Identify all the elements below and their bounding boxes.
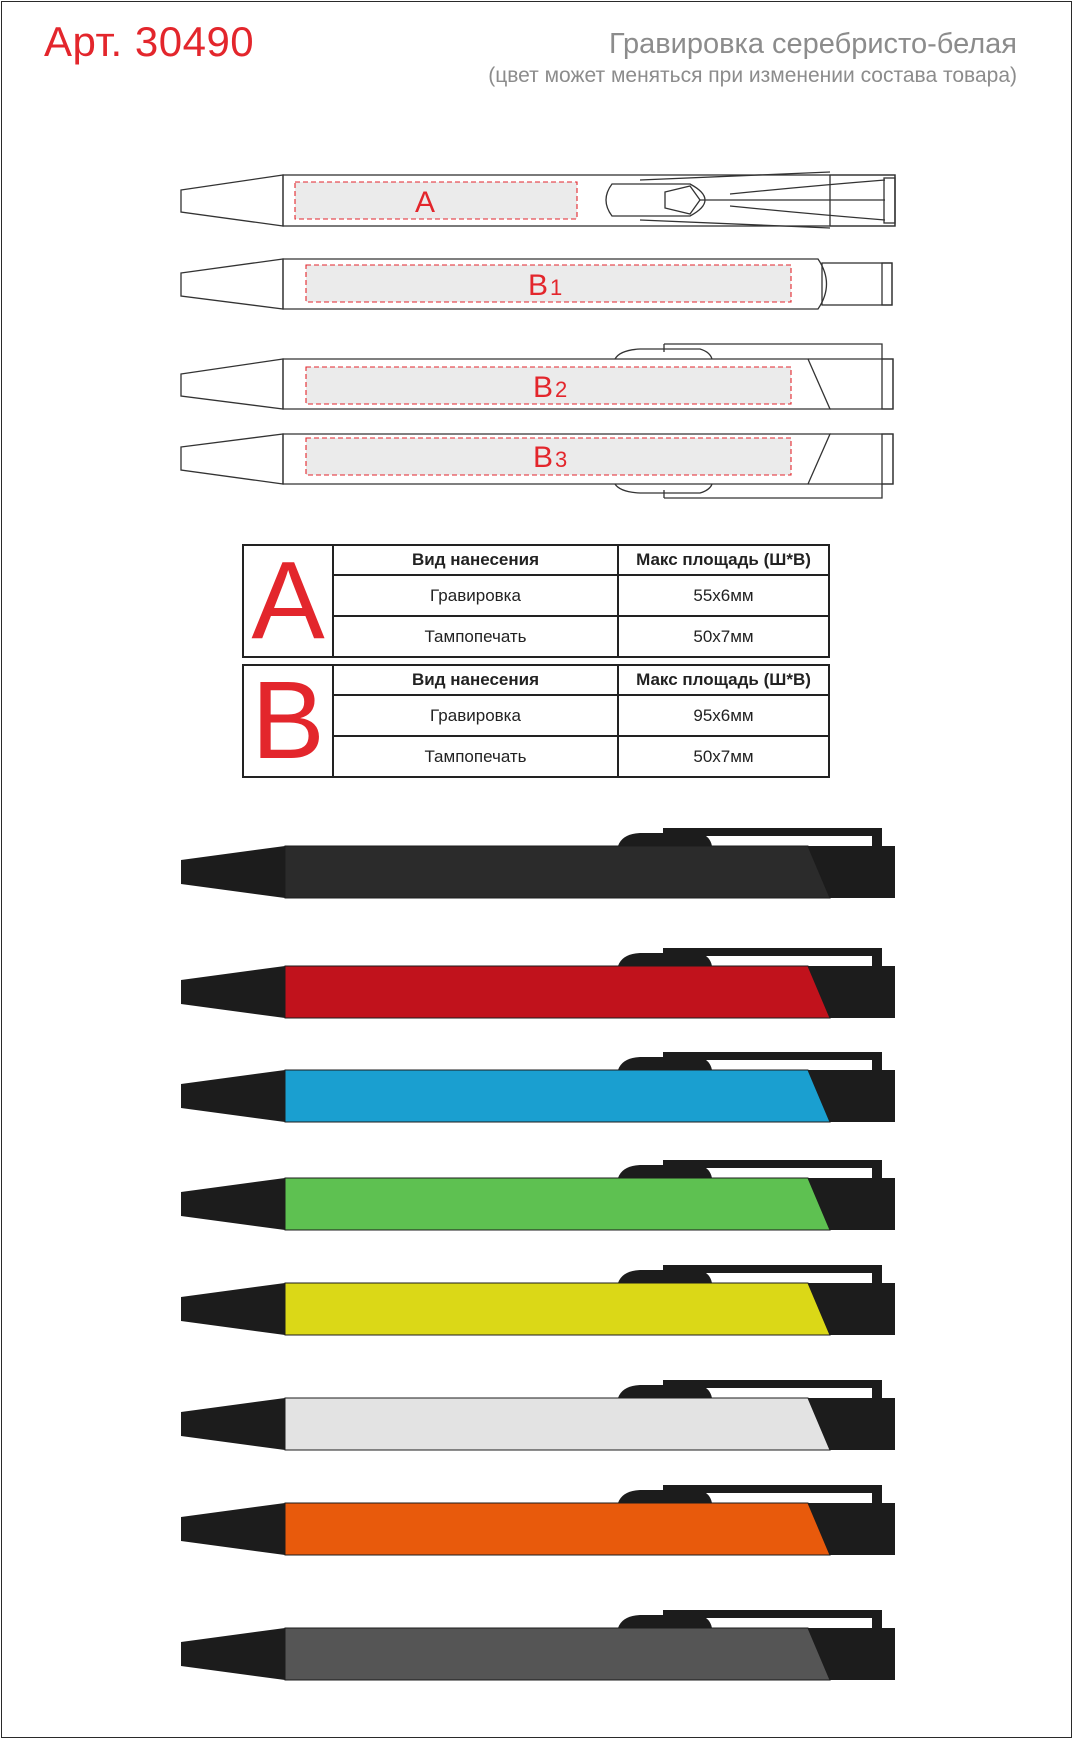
spec-col-method: Вид нанесения [333,665,618,695]
pen-color-variants [181,828,895,1680]
zone-b3-letter: B [532,441,553,474]
engraving-color-title: Гравировка серебристо-белая [608,28,1017,60]
spec-area: 55х6мм [618,575,829,616]
print-area-b1 [306,265,791,302]
zone-b3-index: 3 [555,447,568,472]
spec-area: 50х7мм [618,616,829,657]
zone-a-label: A [414,186,436,219]
zone-b2-letter: B [532,371,553,404]
pen-variant [181,1380,895,1450]
spec-col-area: Макс площадь (Ш*В) [618,665,829,695]
spec-method: Гравировка [333,575,618,616]
pen-variant [181,1052,895,1122]
pen-variant [181,1610,895,1680]
spec-zone-letter: A [243,545,333,657]
pen-variant [181,828,895,898]
pen-variant [181,1485,895,1555]
pen-variant [181,1160,895,1230]
zone-b1-index: 1 [550,275,563,300]
pen-variant [181,948,895,1018]
spec-method: Гравировка [333,695,618,736]
spec-area: 95х6мм [618,695,829,736]
zone-b2-index: 2 [555,377,568,402]
spec-method: Тампопечать [333,736,618,777]
spec-table-zone-a [242,539,830,662]
spec-method: Тампопечать [333,616,618,657]
article-number: Арт. 30490 [44,18,255,65]
print-area-a [295,182,577,219]
pen-variant [181,1265,895,1335]
zone-b1-letter: B [527,269,548,302]
color-note: (цвет может меняться при изменении состава товара) [488,64,1017,87]
spec-table-zone-b [242,659,830,782]
spec-col-area: Макс площадь (Ш*В) [618,545,829,575]
spec-area: 50х7мм [618,736,829,777]
spec-col-method: Вид нанесения [333,545,618,575]
spec-zone-letter: B [243,665,333,777]
